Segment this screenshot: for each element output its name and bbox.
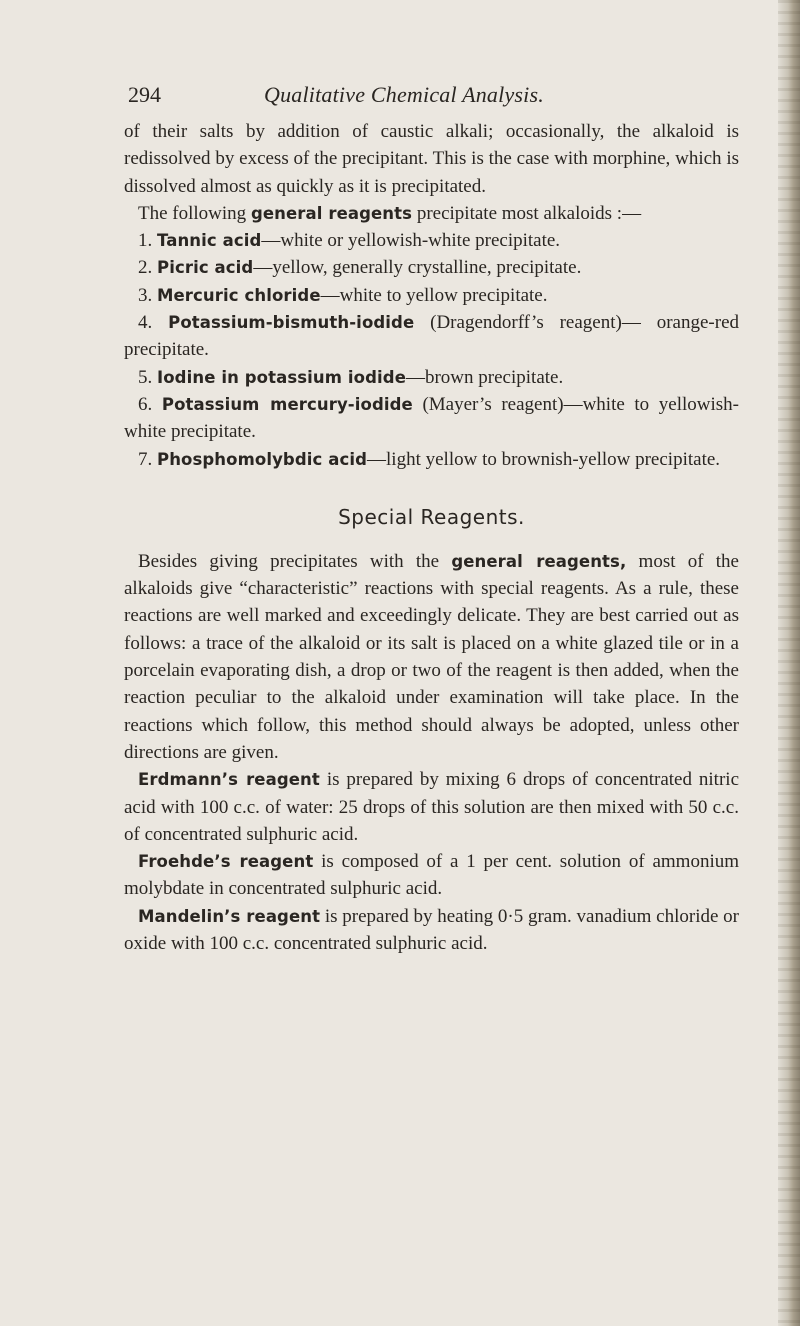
- list-item: [124, 282, 739, 309]
- reagent-description: —yellow, generally crystalline, precipitate.: [253, 257, 582, 279]
- froehde-paragraph: [124, 848, 739, 903]
- reagent-description: (Dragendorff’s reagent)— orange-red precipitate.: [124, 312, 740, 361]
- general-reagents-term: general reagents,: [451, 551, 627, 571]
- intro-paragraph: of their salts by addition of caustic alkali; occasionally, the alkaloid is redissolved by excess of the precipitant. This is the case with morphine, which is dissolved almost as quickly as it is precipitated.: [124, 121, 739, 197]
- reagent-description: —brown precipitate.: [405, 366, 564, 388]
- special-intro-paragraph: [124, 548, 739, 766]
- reagent-description: —white to yellow precipitate.: [320, 284, 548, 306]
- list-item-number: 5.: [138, 366, 153, 388]
- section-heading: Special Reagents.: [338, 504, 525, 529]
- general-intro-before: The following: [138, 202, 251, 224]
- page-number: 294: [128, 82, 161, 107]
- page-edge-shadow: [778, 0, 800, 1326]
- reagent-name: Potassium-bismuth-iodide: [168, 313, 415, 333]
- reagent-name: Iodine in potassium iodide: [157, 367, 406, 387]
- list-item-number: 7.: [138, 448, 153, 470]
- list-item-number: 2.: [138, 257, 153, 279]
- reagent-description: —white or yellowish-white precipitate.: [261, 230, 561, 252]
- list-item: [124, 446, 739, 473]
- list-item: [124, 309, 739, 364]
- page-content: [124, 82, 739, 957]
- general-reagents-term: general reagents: [250, 203, 413, 223]
- reagent-name: Picric acid: [157, 258, 254, 278]
- reagent-description: is prepared by heating 0·5 gram. vanadium chloride or oxide with 100 c.c. concentrated sulphuric acid.: [124, 905, 740, 955]
- special-intro-before: Besides giving precipitates with the: [138, 550, 452, 572]
- list-item: [124, 391, 739, 446]
- running-head: [128, 82, 739, 108]
- mandelin-paragraph: [124, 903, 739, 958]
- reagent-name: Tannic acid: [157, 231, 262, 251]
- list-item-number: 6.: [138, 393, 153, 415]
- list-item-number: 3.: [138, 284, 153, 306]
- list-item: [124, 364, 739, 391]
- special-intro-after: most of the alkaloids give “characteristic” reactions with special reagents. As a rule, these reactions are well marked and exceedingly delicate. They are best carried out as follows: a trace of the alkaloid or its salt is placed on a white glazed tile or in a porcelain evaporating dish, a drop or two of the reagent is then added, when the reaction peculiar to the alkaloid under examination will take place. In the reactions which follow, this method should always be adopted, unless other directions are given.: [124, 550, 739, 763]
- list-item-number: 4.: [138, 312, 153, 334]
- general-intro-after: precipitate most alkaloids :—: [412, 202, 642, 224]
- reagent-name: Mercuric chloride: [157, 285, 321, 305]
- reagent-description: is prepared by mixing 6 drops of concentrated nitric acid with 100 c.c. of water: 25 drops of this solution are then mixed with 50 c.c. of concentrated sulphuric acid.: [124, 769, 739, 845]
- list-item: [124, 227, 739, 254]
- reagent-name: Froehde’s reagent: [138, 852, 314, 872]
- list-item: [124, 254, 739, 281]
- general-reagents-intro: [124, 200, 739, 227]
- reagent-name: Phosphomolybdic acid: [157, 449, 368, 469]
- list-item-number: 1.: [138, 230, 153, 252]
- running-title: Qualitative Chemical Analysis.: [264, 82, 544, 107]
- reagent-description: is composed of a 1 per cent. solution of ammonium molybdate in concentrated sulphuric acid.: [124, 851, 740, 900]
- reagent-name: Mandelin’s reagent: [138, 906, 321, 926]
- reagent-name: Potassium mercury-iodide: [161, 394, 413, 414]
- reagent-description: (Mayer’s reagent)—white to yellowish-white precipitate.: [124, 393, 740, 443]
- reagent-description: —light yellow to brownish-yellow precipitate.: [367, 448, 721, 470]
- erdmann-paragraph: [124, 766, 739, 848]
- reagent-name: Erdmann’s reagent: [138, 770, 320, 790]
